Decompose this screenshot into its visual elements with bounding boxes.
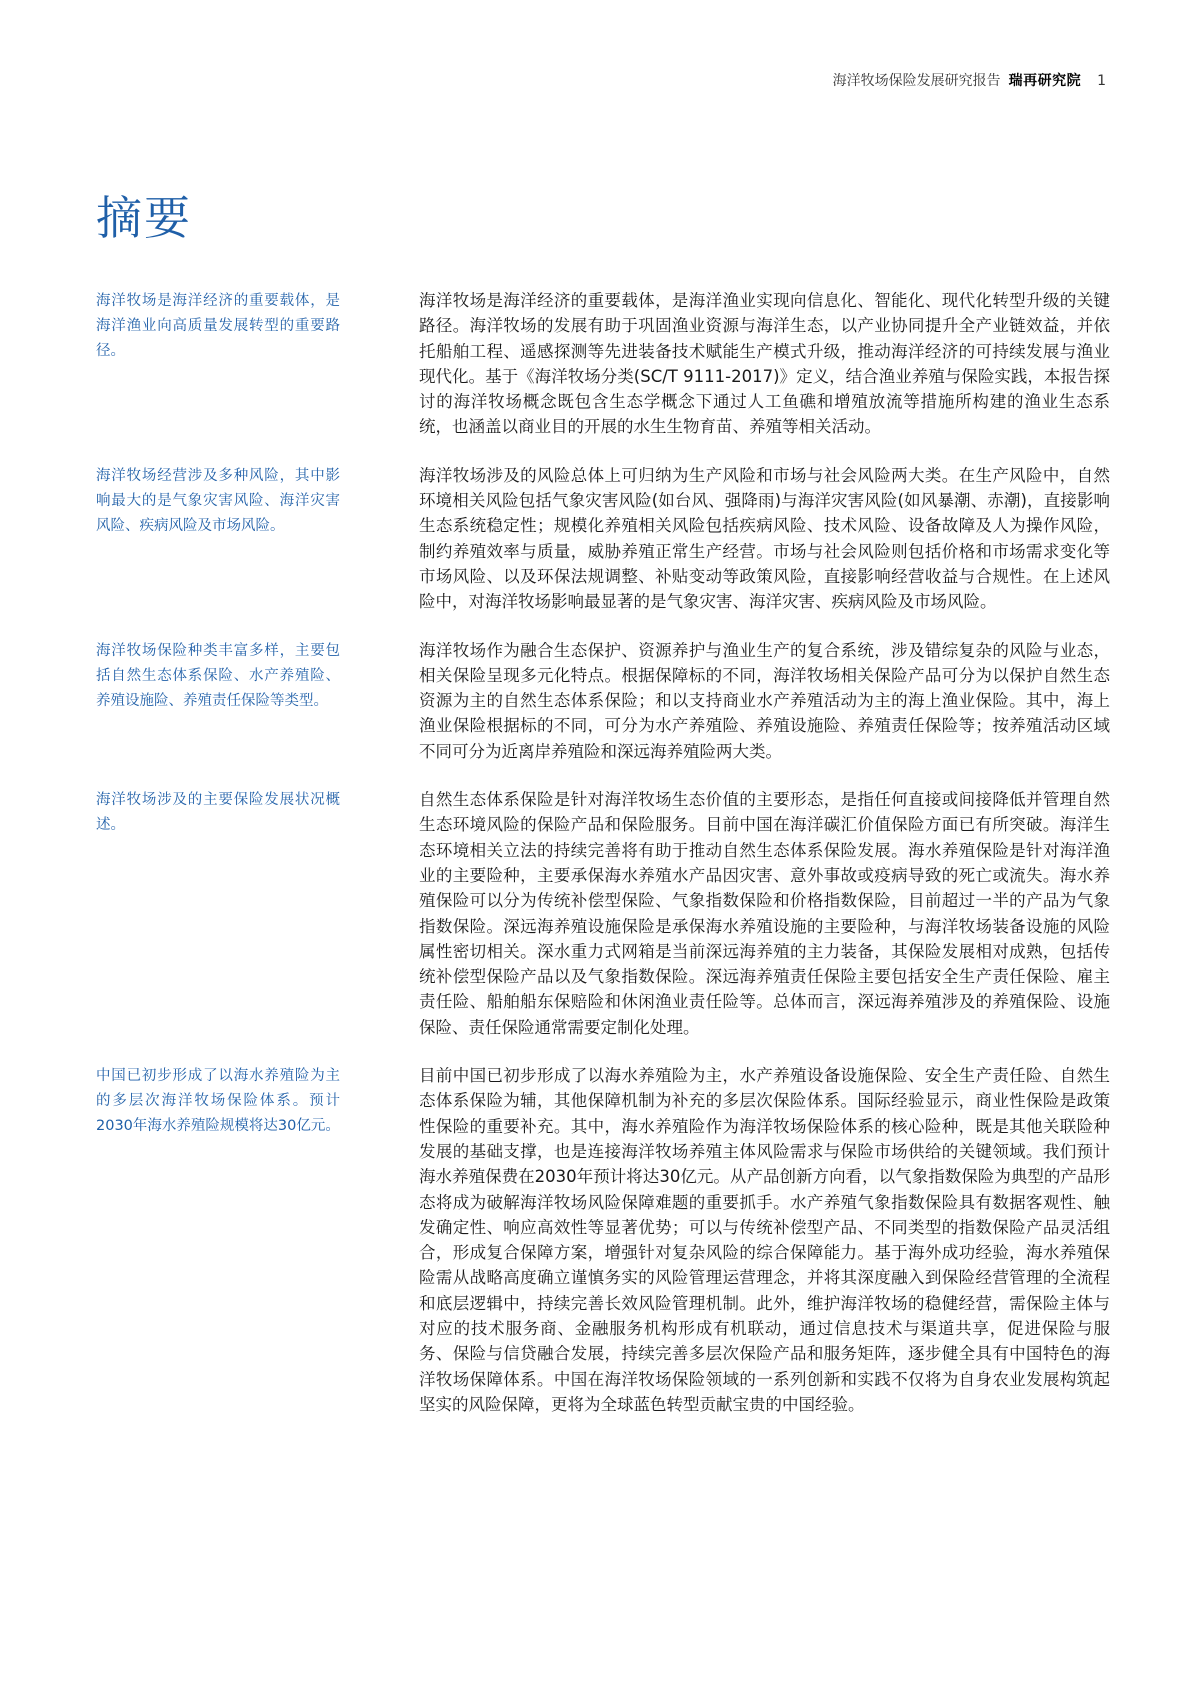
institute-name: 瑞再研究院 [1008, 73, 1082, 89]
summary-section-5 [96, 1063, 1110, 1417]
section-3-body: 海洋牧场作为融合生态保护、资源养护与渔业生产的复合系统，涉及错综复杂的风险与业态，相关保险呈现多元化特点。根据保障标的不同，海洋牧场相关保险产品可分为以保护自然生态资源为主的自然生态体系保险；和以支持商业水产养殖活动为主的海上渔业保险。其中，海上渔业保险根据标的不同，可分为水产养殖险、养殖设施险、养殖责任保险等；按养殖活动区域不同可分为近离岸养殖险和深远海养殖险两大类。 [419, 640, 1110, 761]
section-2-body: 海洋牧场涉及的风险总体上可归纳为生产风险和市场与社会风险两大类。在生产风险中，自然环境相关风险包括气象灾害风险(如台风、强降雨)与海洋灾害风险(如风暴潮、赤潮)，直接影响生态系统稳定性；规模化养殖相关风险包括疾病风险、技术风险、设备故障及人为操作风险，制约养殖效率与质量，威胁养殖正常生产经营。市场与社会风险则包括价格和市场需求变化等市场风险、以及环保法规调整、补贴变动等政策风险，直接影响经营收益与合规性。在上述风险中，对海洋牧场影响最显著的是气象灾害、海洋灾害、疾病风险及市场风险。 [419, 465, 1110, 612]
section-4-body: 自然生态体系保险是针对海洋牧场生态价值的主要形态，是指任何直接或间接降低并管理自然生态环境风险的保险产品和保险服务。目前中国在海洋碳汇价值保险方面已有所突破。海洋生态环境相关立法的持续完善将有助于推动自然生态体系保险发展。海水养殖保险是针对海洋渔业的主要险种，主要承保海水养殖水产品因灾害、意外事故或疫病导致的死亡或流失。海水养殖保险可以分为传统补偿型保险、气象指数保险和价格指数保险，目前超过一半的产品为气象指数保险。深远海养殖设施保险是承保海水养殖设施的主要险种，与海洋牧场装备设施的风险属性密切相关。深水重力式网箱是当前深远海养殖的主力装备，其保险发展相对成熟，包括传统补偿型保险产品以及气象指数保险。深远海养殖责任保险主要包括安全生产责任保险、雇主责任险、船舶船东保赔险和休闲渔业责任险等。总体而言，深远海养殖涉及的养殖保险、设施保险、责任保险通常需要定制化处理。 [419, 790, 1110, 1037]
section-5-sidenote: 中国已初步形成了以海水养殖险为主的多层次海洋牧场保险体系。预计2030年海水养殖险规模将达30亿元。 [96, 1068, 340, 1135]
section-3-sidenote: 海洋牧场保险种类丰富多样，主要包括自然生态体系保险、水产养殖险、养殖设施险、养殖责任保险等类型。 [96, 642, 340, 709]
section-4-sidenote: 海洋牧场涉及的主要保险发展状况概述。 [96, 792, 340, 834]
summary-section-2 [96, 463, 1110, 615]
summary-section-3 [96, 638, 1110, 764]
report-title: 海洋牧场保险发展研究报告 [832, 73, 1001, 89]
summary-section-1 [96, 288, 1110, 440]
section-1-body: 海洋牧场是海洋经济的重要载体，是海洋渔业实现向信息化、智能化、现代化转型升级的关键路径。海洋牧场的发展有助于巩固渔业资源与海洋生态，以产业协同提升全产业链效益，并依托船舶工程、遥感探测等先进装备技术赋能生产模式升级，推动海洋经济的可持续发展与渔业现代化。基于《海洋牧场分类(SC/T 9111-2017)》定义，结合渔业养殖与保险实践，本报告探讨的海洋牧场概念既包含生态学概念下通过人工鱼礁和增殖放流等措施所构建的渔业生态系统，也涵盖以商业目的开展的水生生物育苗、养殖等相关活动。 [419, 291, 1110, 437]
page-title: 摘要 [96, 191, 192, 245]
section-1-sidenote: 海洋牧场是海洋经济的重要载体，是海洋渔业向高质量发展转型的重要路径。 [96, 293, 340, 359]
section-5-body: 目前中国已初步形成了以海水养殖险为主，水产养殖设备设施保险、安全生产责任险、自然生态体系保险为辅，其他保障机制为补充的多层次保险体系。国际经验显示，商业性保险是政策性保险的重要补充。其中，海水养殖险作为海洋牧场保险体系的核心险种，既是其他关联险种发展的基础支撑，也是连接海洋牧场养殖主体风险需求与保险市场供给的关键领域。我们预计海水养殖保费在2030年预计将达30亿元。从产品创新方向看，以气象指数保险为典型的产品形态将成为破解海洋牧场风险保障难题的重要抓手。水产养殖气象指数保险具有数据客观性、触发确定性、响应高效性等显著优势；可以与传统补偿型产品、不同类型的指数保险产品灵活组合，形成复合保障方案，增强针对复杂风险的综合保障能力。基于海外成功经验，海水养殖保险需从战略高度确立谨慎务实的风险管理运营理念，并将其深度融入到保险经营管理的全流程和底层逻辑中，持续完善长效风险管理机制。此外，维护海洋牧场的稳健经营，需保险主体与对应的技术服务商、金融服务机构形成有机联动，通过信息技术与渠道共享，促进保险与服务、保险与信贷融合发展，持续完善多层次保险产品和服务矩阵，逐步健全具有中国特色的海洋牧场保障体系。中国在海洋牧场保险领域的一系列创新和实践不仅将为自身农业发展构筑起坚实的风险保障，更将为全球蓝色转型贡献宝贵的中国经验。 [419, 1066, 1110, 1414]
section-2-sidenote: 海洋牧场经营涉及多种风险，其中影响最大的是气象灾害风险、海洋灾害风险、疾病风险及市场风险。 [96, 467, 340, 534]
summary-section-4 [96, 787, 1110, 1040]
summary-sections [96, 288, 1110, 1417]
running-header [833, 70, 1106, 92]
page-number: 1 [1097, 73, 1106, 89]
